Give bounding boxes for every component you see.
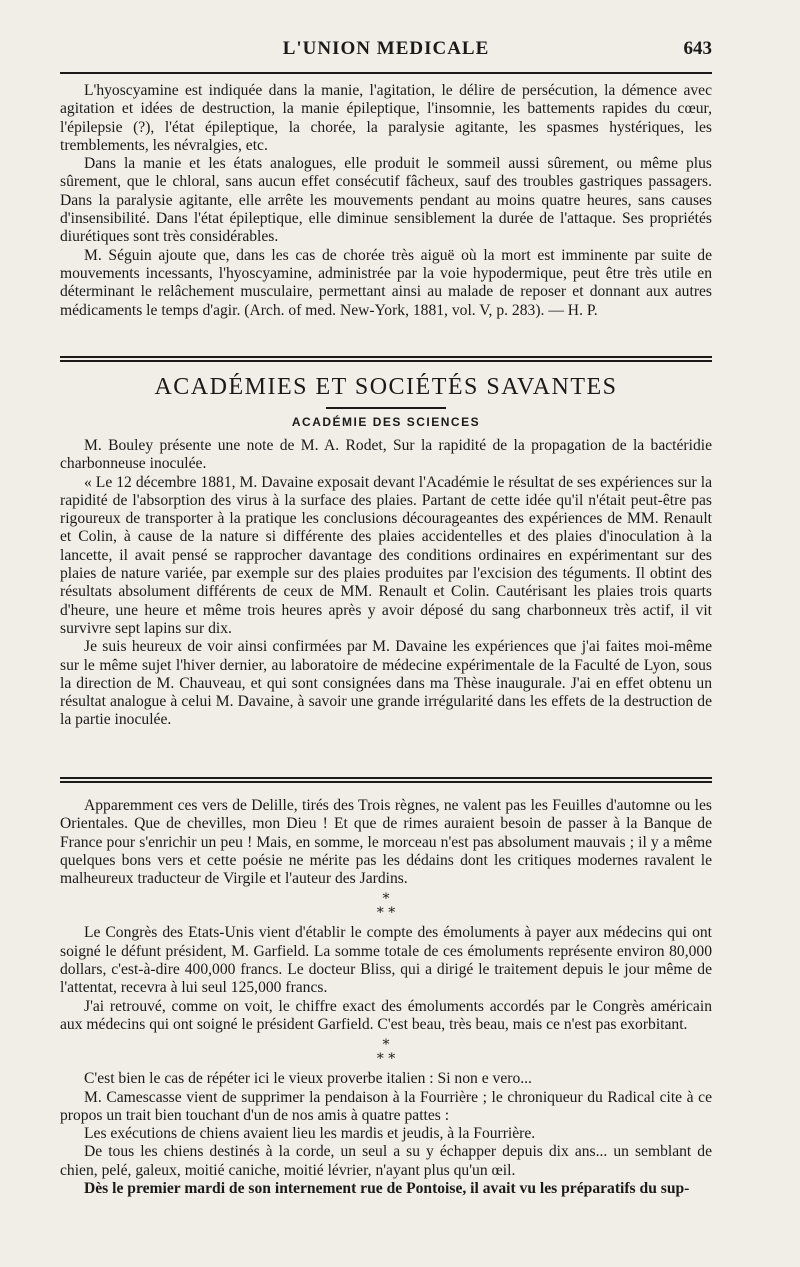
paragraph: M. Séguin ajoute que, dans les cas de chorée très aiguë où la mort est imminente par suite de mouvements incessants, l'hyoscyamine, administrée par la voie hypodermique, peut être très utile en déterminant le relâchement musculaire, permettant ainsi au malade de reposer et donnant aux autres médicaments le temps d'agir. (Arch. of med. New-York, 1881, vol. V, p. 283). — H. P.	[60, 246, 712, 319]
paragraph: De tous les chiens destinés à la corde, un seul a su y échapper depuis dix ans... un semblant de chien, pelé, galeux, moitié caniche, moitié lévrier, n'ayant plus qu'un œil.	[60, 1143, 712, 1179]
hyoscyamine-section	[60, 82, 712, 320]
paragraph: Dès le premier mardi de son internement rue de Pontoise, il avait vu les préparatifs du sup-	[84, 1180, 690, 1198]
running-title: L'UNION MEDICALE	[282, 38, 490, 59]
paragraph: Je suis heureux de voir ainsi confirmées par M. Davaine les expériences que j'ai faites moi-même sur le même sujet l'hiver dernier, au laboratoire de médecine expérimentale de la Faculté de Lyon, sous la direction de M. Chauveau, et qui sont consignées dans ma Thèse inaugurale. J'ai en effet obtenu un résultat analogue à celui M. Davaine, à savoir une grande irrégularité dans les effets de la destruction de la partie inoculée.	[60, 638, 712, 729]
paragraph: Le Congrès des Etats-Unis vient d'établir le compte des émoluments à payer aux médecins qui ont soigné le défunt président, M. Garfield. La somme totale de ces émoluments représente environ 80,000 dollars, c'est-à-dire 400,000 francs. Le docteur Bliss, qui a dirigé le traitement depuis le jour même de l'attentat, recevra à lui seul 125,000 francs.	[60, 924, 712, 997]
page-header	[60, 38, 712, 62]
chronicle-section	[60, 797, 712, 1198]
section-divider	[60, 777, 712, 783]
paragraph: Dans la manie et les états analogues, elle produit le sommeil aussi sûrement, ou même plus sûrement, que le chloral, sans aucun effet consécutif fâcheux, sauf des troubles gastriques passagers. Dans la paralysie agitante, elle arrête les mouvements pendant au moins quatre heures, sans causes d'insensibilité. Dans l'état épileptique, elle diminue sensiblement la durée de l'attaque. Ses propriétés diurétiques sont très considérables.	[60, 155, 712, 246]
section-subtitle: ACADÉMIE DES SCIENCES	[291, 415, 481, 429]
academies-section	[60, 374, 712, 730]
page-number: 643	[683, 38, 712, 59]
section-divider	[60, 356, 712, 362]
paragraph: J'ai retrouvé, comme on voit, le chiffre exact des émoluments accordés par le Congrès américain aux médecins qui ont soigné le président Garfield. C'est beau, très beau, mais ce n'est pas exorbitant.	[60, 997, 712, 1033]
asterism: * * *	[376, 891, 396, 922]
section-title: ACADÉMIES ET SOCIÉTÉS SAVANTES	[154, 374, 618, 400]
paragraph: Apparemment ces vers de Delille, tirés des Trois règnes, ne valent pas les Feuilles d'automne ou les Orientales. Que de chevilles, mon Dieu ! Et que de rimes auraient besoin de passer à la Banque de France pour s'enrichir un peu ! Mais, en somme, le morceau n'est pas absolument mauvais ; il y a même quelques bons vers et cette poésie ne mérite pas les dédains dont les critiques modernes ravalent le malheureux traducteur de Virgile et l'auteur des Jardins.	[60, 797, 712, 888]
title-rule	[326, 407, 446, 409]
paragraph: C'est bien le cas de répéter ici le vieux proverbe italien : Si non e vero...	[84, 1070, 532, 1088]
paragraph: M. Camescasse vient de supprimer la pendaison à la Fourrière ; le chroniqueur du Radical cite à ce propos un trait bien touchant d'un de nos amis à quatre pattes :	[60, 1088, 712, 1124]
paragraph: L'hyoscyamine est indiquée dans la manie, l'agitation, le délire de persécution, la démence avec agitation et idées de destruction, la manie épileptique, l'insomnie, les battements rapides du cœur, l'épilepsie (?), l'état épileptique, la chorée, la paralysie agitante, les spasmes hystériques, les tremblements, les névralgies, etc.	[60, 82, 712, 154]
paragraph: « Le 12 décembre 1881, M. Davaine exposait devant l'Académie le résultat de ses expériences sur la rapidité de l'absorption des virus à la surface des plaies. Partant de cette idée qu'il n'était peut-être pas rigoureux de transporter à la pratique les conclusions décourageantes des expériences de MM. Renault et Colin, à cause de la nature si différente des plaies accidentelles et des plaies d'inoculation à la lancette, il avait pensé se rapprocher davantage des conditions ordinaires en expérimentant sur des plaies de nature variée, par exemple sur des plaies produites par l'excision des téguments. Il obtint des résultats absolument différents de ceux de MM. Renault et Colin. Cautérisant les plaies trois quarts d'heure, une heure et même trois heures après y avoir déposé du sang charbonneux très actif, il vit survivre sept lapins sur dix.	[60, 473, 712, 637]
header-rule	[60, 72, 712, 74]
paragraph: M. Bouley présente une note de M. A. Rodet, Sur la rapidité de la propagation de la bactéridie charbonneuse inoculée.	[60, 437, 712, 473]
paragraph: Les exécutions de chiens avaient lieu les mardis et jeudis, à la Fourrière.	[84, 1125, 536, 1143]
asterism: * * *	[376, 1037, 396, 1068]
